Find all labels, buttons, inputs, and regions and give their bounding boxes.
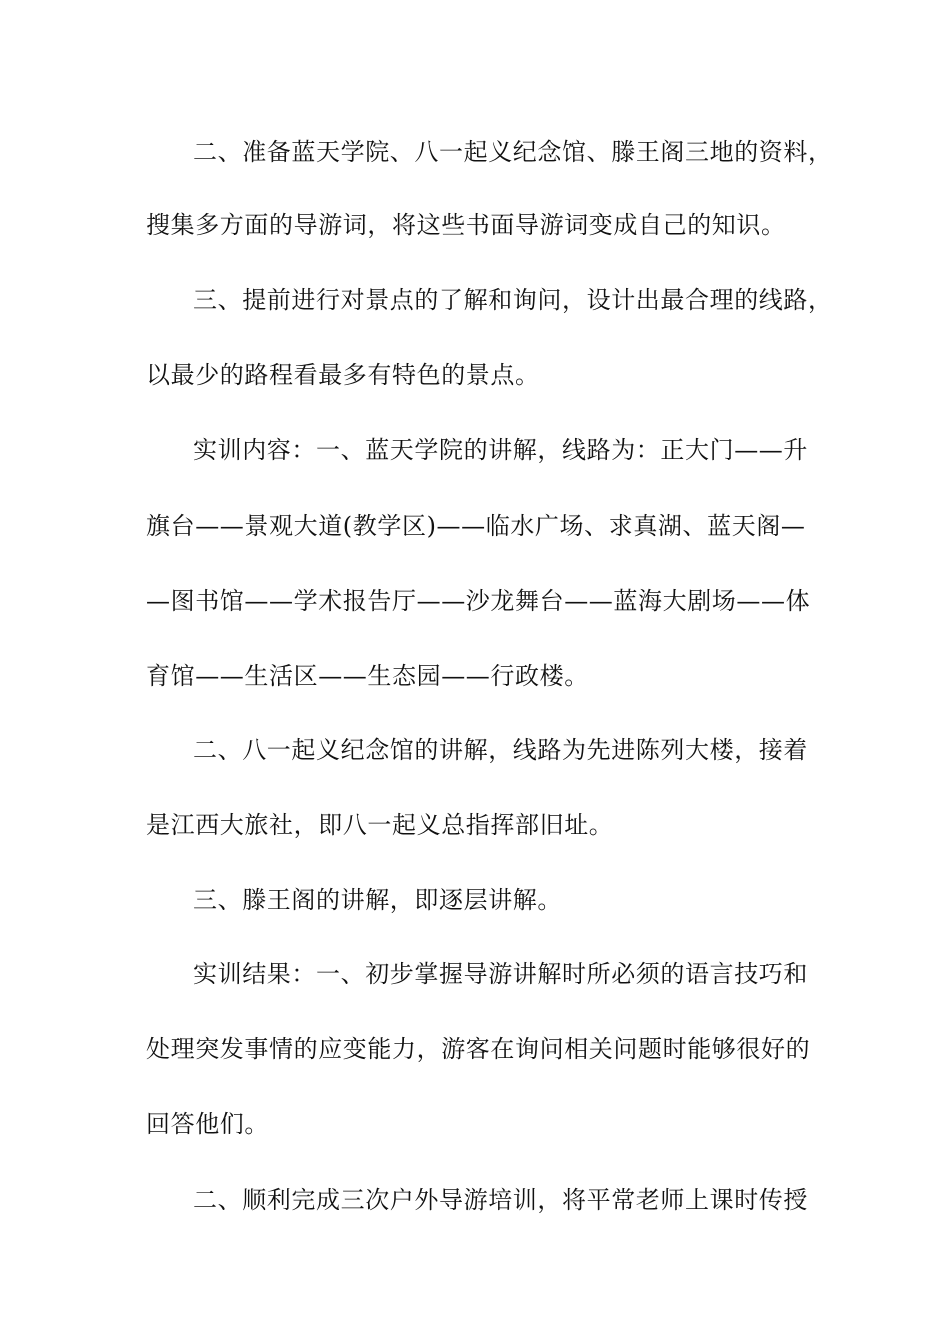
paragraph-line: 二、准备蓝天学院、八一起义纪念馆、滕王阁三地的资料， — [193, 138, 833, 166]
paragraph-line: 处理突发事情的应变能力，游客在询问相关问题时能够很好的 — [146, 1035, 811, 1063]
paragraph-line: 三、滕王阁的讲解，即逐层讲解。 — [193, 886, 562, 914]
paragraph-line: 育馆——生活区——生态园——行政楼。 — [146, 662, 589, 690]
paragraph-line: —图书馆——学术报告厅——沙龙舞台——蓝海大剧场——体 — [146, 587, 811, 615]
paragraph-line: 实训结果：一、初步掌握导游讲解时所必须的语言技巧和 — [193, 960, 808, 988]
paragraph-line: 是江西大旅社，即八一起义总指挥部旧址。 — [146, 811, 614, 839]
paragraph-line: 实训内容：一、蓝天学院的讲解，线路为：正大门——升 — [193, 436, 808, 464]
paragraph-line: 旗台——景观大道(教学区)——临水广场、求真湖、蓝天阁— — [146, 512, 806, 540]
paragraph-line: 二、顺利完成三次户外导游培训，将平常老师上课时传授 — [193, 1186, 808, 1214]
paragraph-line: 搜集多方面的导游词，将这些书面导游词变成自己的知识。 — [146, 211, 786, 239]
paragraph-line: 二、八一起义纪念馆的讲解，线路为先进陈列大楼，接着 — [193, 736, 808, 764]
paragraph-line: 三、提前进行对景点的了解和询问，设计出最合理的线路， — [193, 286, 833, 314]
paragraph-line: 以最少的路程看最多有特色的景点。 — [146, 361, 540, 389]
paragraph-line: 回答他们。 — [146, 1110, 269, 1138]
